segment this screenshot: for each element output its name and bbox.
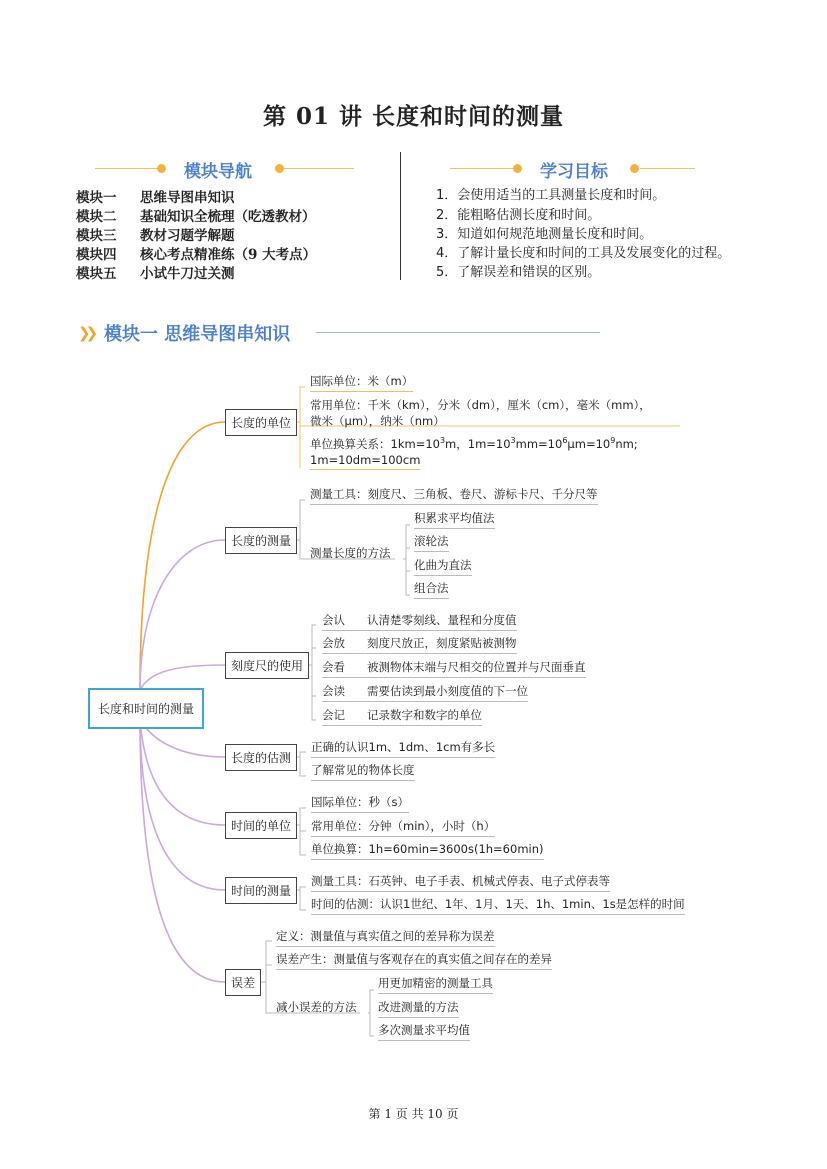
estimate-item-1: 正确的认识1m、1dm、1cm有多长 <box>311 739 495 758</box>
reduce-item-3: 多次测量求平均值 <box>378 1022 470 1041</box>
branch-error: 误差 <box>225 969 261 996</box>
nav-key: 模块三 <box>76 228 117 244</box>
branch-time-measure: 时间的测量 <box>225 877 297 904</box>
ruler-item-3 <box>322 659 586 678</box>
mindmap-root: 长度和时间的测量 <box>88 688 204 729</box>
time-unit-item-1: 国际单位：秒（s） <box>311 794 409 813</box>
conv-part: μm=10 <box>567 437 611 451</box>
nav-label: 思维导图串知识 <box>140 190 235 206</box>
leaf-length-common-1: 常用单位：千米（km），分米（dm），厘米（cm），毫米（mm）， <box>310 398 651 412</box>
module1-title: 模块一 思维导图串知识 <box>104 324 291 345</box>
ruler-key: 会看 <box>322 660 345 674</box>
goal-item-1: 1．会使用适当的工具测量长度和时间。 <box>436 188 666 203</box>
ruler-value: 被测物体末端与尺相交的位置并与尺面垂直 <box>367 660 586 674</box>
leaf-length-common-2: 微米（μm），纳米（nm） <box>310 414 445 428</box>
conv-part: mm=10 <box>515 437 563 451</box>
conv-exp: 9 <box>610 436 616 446</box>
double-chevron-icon: ❯❯ <box>78 324 94 342</box>
ruler-value: 需要估读到最小刻度值的下一位 <box>367 684 528 698</box>
ruler-value: 记录数字和数字的单位 <box>367 708 482 722</box>
leaf-length-si: 国际单位：米（m） <box>310 373 413 392</box>
ruler-item-4 <box>322 683 528 702</box>
nav-label: 核心考点精准练（9 大考点） <box>140 247 317 263</box>
time-measure-item-1: 测量工具：石英钟、电子手表、机械式停表、电子式停表等 <box>311 873 610 892</box>
ruler-key: 会认 <box>322 613 345 627</box>
method-item-4: 组合法 <box>414 580 449 599</box>
leaf-length-conversion <box>310 436 638 452</box>
conv-part: m，1m=10 <box>445 437 511 451</box>
nav-label: 基础知识全梳理（吃透教材） <box>140 209 316 225</box>
goals-heading: 学习目标 <box>540 162 608 182</box>
nav-key: 模块五 <box>76 266 117 282</box>
branch-ruler-use: 刻度尺的使用 <box>225 652 309 679</box>
goal-item-2: 2．能粗略估测长度和时间。 <box>436 208 601 223</box>
leaf-measure-tools: 测量工具：刻度尺、三角板、卷尺、游标卡尺、千分尺等 <box>310 486 598 505</box>
estimate-item-2: 了解常见的物体长度 <box>311 762 415 781</box>
branch-time-unit: 时间的单位 <box>225 812 297 839</box>
goal-item-4: 4．了解计量长度和时间的工具及发展变化的过程。 <box>436 246 731 261</box>
ruler-item-5 <box>322 707 482 726</box>
conv-exp: 3 <box>439 436 446 446</box>
conv-part: 单位换算关系：1km=10 <box>310 437 440 451</box>
ruler-key: 会放 <box>322 636 345 650</box>
nav-key: 模块四 <box>76 247 117 263</box>
error-cause: 误差产生：测量值与客观存在的真实值之间存在的差异 <box>276 951 552 970</box>
conv-exp: 6 <box>562 436 568 446</box>
nav-heading: 模块导航 <box>184 162 252 182</box>
method-item-2: 滚轮法 <box>414 533 449 552</box>
nav-label: 小试牛刀过关测 <box>140 266 235 282</box>
branch-length-measure: 长度的测量 <box>225 527 297 554</box>
page-footer: 第 1 页 共 10 页 <box>368 1107 459 1121</box>
page-title: 第 01 讲 长度和时间的测量 <box>262 103 565 130</box>
goal-item-5: 5．了解误差和错误的区别。 <box>436 265 601 280</box>
error-definition: 定义：测量值与真实值之间的差异称为误差 <box>276 928 495 947</box>
nav-key: 模块一 <box>76 190 117 206</box>
method-item-3: 化曲为直法 <box>414 557 472 576</box>
nav-key: 模块二 <box>76 209 117 225</box>
ruler-item-2 <box>322 635 517 654</box>
method-item-1: 积累求平均值法 <box>414 510 495 529</box>
ruler-value: 认清楚零刻线、量程和分度值 <box>367 613 517 627</box>
ruler-value: 刻度尺放正，刻度紧贴被测物 <box>367 636 517 650</box>
branch-length-estimate: 长度的估测 <box>225 744 297 771</box>
time-unit-item-3: 单位换算：1h=60min=3600s(1h=60min) <box>311 841 544 860</box>
time-unit-item-2: 常用单位：分钟（min），小时（h） <box>311 818 495 837</box>
goal-item-3: 3．知道如何规范地测量长度和时间。 <box>436 227 653 242</box>
reduce-item-1: 用更加精密的测量工具 <box>378 975 493 994</box>
conv-part: nm; <box>615 437 638 451</box>
error-reduce-label: 减小误差的方法 <box>276 1000 357 1014</box>
leaf-measure-methods: 测量长度的方法 <box>310 546 391 560</box>
reduce-item-2: 改进测量的方法 <box>378 999 459 1018</box>
leaf-length-conversion-2: 1m=10dm=100cm <box>310 453 420 470</box>
ruler-key: 会读 <box>322 684 345 698</box>
time-measure-item-2: 时间的估测：认识1世纪、1年、1月、1天、1h、1min、1s是怎样的时间 <box>311 896 685 915</box>
branch-length-unit: 长度的单位 <box>225 409 297 436</box>
conv-exp: 3 <box>510 436 516 446</box>
nav-label: 教材习题学解题 <box>140 228 235 244</box>
ruler-key: 会记 <box>322 708 345 722</box>
ruler-item-1 <box>322 612 517 631</box>
